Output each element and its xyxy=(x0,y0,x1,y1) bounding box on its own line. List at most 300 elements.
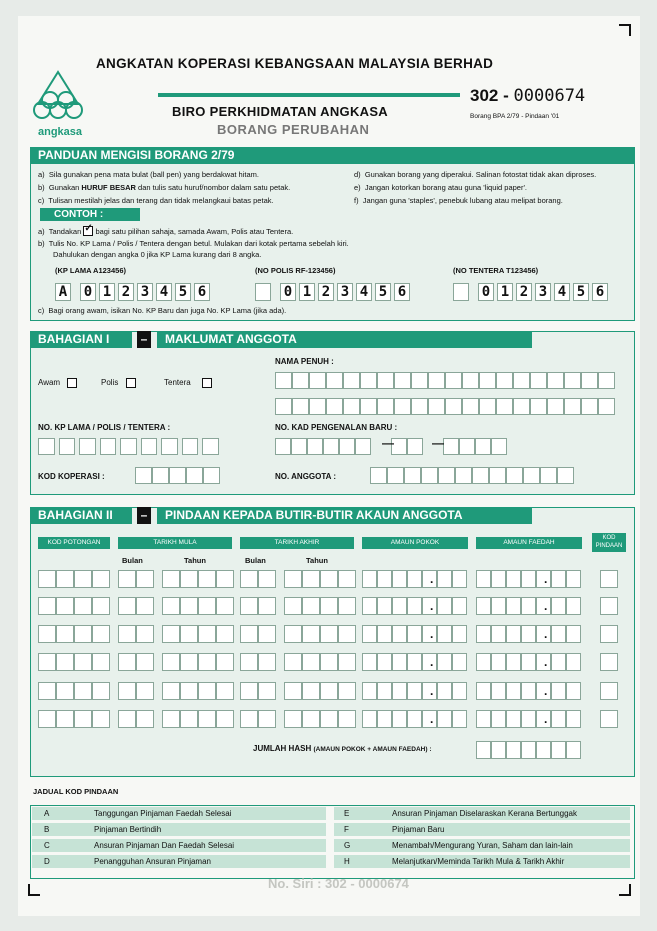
no-anggota-char-box[interactable] xyxy=(404,467,421,484)
amendment-cell-box[interactable] xyxy=(92,710,110,728)
section2-title-bar xyxy=(157,507,532,524)
amendment-cell-box[interactable] xyxy=(118,570,136,588)
amendment-cell-box[interactable] xyxy=(162,682,180,700)
amendment-cell-box[interactable] xyxy=(362,625,377,643)
amendment-cell-box[interactable] xyxy=(162,653,180,671)
amendment-cell-box[interactable] xyxy=(338,625,356,643)
amendment-cell-box[interactable] xyxy=(240,682,258,700)
amendment-cell-box[interactable] xyxy=(240,625,258,643)
amendment-cell-box[interactable] xyxy=(240,597,258,615)
amendment-cell-box[interactable] xyxy=(56,625,74,643)
nama-char-box[interactable] xyxy=(564,372,581,389)
amendment-cell-box[interactable] xyxy=(56,597,74,615)
amendment-cell-box[interactable] xyxy=(506,682,521,700)
amendment-cell-box[interactable] xyxy=(551,682,566,700)
kp-lama-char-box[interactable] xyxy=(59,438,76,455)
kp-lama-char-box[interactable] xyxy=(100,438,117,455)
legend-code-row: G Menambah/Mengurang Yuran, Saham dan lain-lain xyxy=(334,839,630,852)
nama-char-box[interactable] xyxy=(547,398,564,415)
amendment-cell-box[interactable] xyxy=(74,597,92,615)
guide-left-b: b) Gunakan HURUF BESAR dan tulis satu huruf/nombor dalam satu petak. xyxy=(38,183,291,192)
amendment-cell-box[interactable] xyxy=(180,597,198,615)
kod-koperasi-char-box[interactable] xyxy=(169,467,186,484)
amendment-cell-box[interactable] xyxy=(407,597,422,615)
tentera-checkbox[interactable] xyxy=(202,378,212,388)
amendment-cell-box[interactable] xyxy=(600,710,618,728)
decimal-point: . xyxy=(430,599,434,613)
nama-char-box[interactable] xyxy=(394,398,411,415)
amendment-cell-box[interactable] xyxy=(506,570,521,588)
amendment-cell-box[interactable] xyxy=(506,653,521,671)
logo-text: angkasa xyxy=(38,126,83,138)
amendment-cell-box[interactable] xyxy=(302,682,320,700)
amendment-cell-box[interactable] xyxy=(92,653,110,671)
amendment-cell-box[interactable] xyxy=(180,710,198,728)
amendment-cell-box[interactable] xyxy=(180,625,198,643)
amendment-cell-box[interactable] xyxy=(180,682,198,700)
guide-right-e: e) Jangan kotorkan borang atau guna 'liquid paper'. xyxy=(354,183,527,192)
amendment-cell-box[interactable] xyxy=(38,570,56,588)
amendment-cell-box[interactable] xyxy=(600,682,618,700)
amendment-cell-box[interactable] xyxy=(491,597,506,615)
amendment-cell-box[interactable] xyxy=(198,682,216,700)
nama-char-box[interactable] xyxy=(581,398,598,415)
amendment-cell-box[interactable] xyxy=(377,710,392,728)
amendment-cell-box[interactable] xyxy=(377,653,392,671)
amendment-cell-box[interactable] xyxy=(284,653,302,671)
no-anggota-char-box[interactable] xyxy=(523,467,540,484)
kp-baru-dash-1: — xyxy=(382,436,394,450)
amendment-cell-box[interactable] xyxy=(566,570,581,588)
kp-lama-char-box[interactable] xyxy=(202,438,219,455)
amendment-cell-box[interactable] xyxy=(74,710,92,728)
nama-char-box[interactable] xyxy=(598,372,615,389)
nama-char-box[interactable] xyxy=(462,398,479,415)
amendment-cell-box[interactable] xyxy=(338,710,356,728)
amendment-cell-box[interactable] xyxy=(476,710,491,728)
amendment-cell-box[interactable] xyxy=(362,570,377,588)
amendment-cell-box[interactable] xyxy=(198,597,216,615)
kp-baru-char-box[interactable] xyxy=(459,438,475,455)
nama-char-box[interactable] xyxy=(462,372,479,389)
nama-char-box[interactable] xyxy=(428,398,445,415)
amendment-cell-box[interactable] xyxy=(258,570,276,588)
form-reference: Borang BPA 2/79 - Pindaan '01 xyxy=(470,113,560,120)
nama-char-box[interactable] xyxy=(309,372,326,389)
kp-lama-char-box[interactable] xyxy=(182,438,199,455)
amendment-cell-box[interactable] xyxy=(566,682,581,700)
decimal-point: . xyxy=(430,684,434,698)
amendment-cell-box[interactable] xyxy=(407,682,422,700)
nama-penuh-label: NAMA PENUH : xyxy=(275,357,334,366)
amendment-cell-box[interactable] xyxy=(506,710,521,728)
amendment-cell-box[interactable] xyxy=(452,625,467,643)
nama-char-box[interactable] xyxy=(496,398,513,415)
amendment-cell-box[interactable] xyxy=(392,710,407,728)
amendment-cell-box[interactable] xyxy=(362,682,377,700)
amendment-cell-box[interactable] xyxy=(284,625,302,643)
kod-koperasi-char-box[interactable] xyxy=(152,467,169,484)
amendment-cell-box[interactable] xyxy=(476,597,491,615)
amendment-cell-box[interactable] xyxy=(162,710,180,728)
amendment-cell-box[interactable] xyxy=(198,653,216,671)
amendment-cell-box[interactable] xyxy=(407,710,422,728)
example-digit-box: 1 xyxy=(497,283,513,301)
angkasa-logo-icon xyxy=(32,70,84,122)
amendment-cell-box[interactable] xyxy=(216,710,234,728)
no-anggota-char-box[interactable] xyxy=(387,467,404,484)
amendment-cell-box[interactable] xyxy=(392,682,407,700)
amendment-cell-box[interactable] xyxy=(437,682,452,700)
amendment-cell-box[interactable] xyxy=(338,597,356,615)
example-digit-box: 6 xyxy=(592,283,608,301)
kod-koperasi-char-box[interactable] xyxy=(135,467,152,484)
amendment-cell-box[interactable] xyxy=(180,570,198,588)
amendment-cell-box[interactable] xyxy=(258,710,276,728)
no-anggota-char-box[interactable] xyxy=(370,467,387,484)
section1-label-bar xyxy=(30,331,132,348)
org-title: ANGKATAN KOPERASI KEBANGSAAN MALAYSIA BERHAD xyxy=(96,56,494,71)
amendment-cell-box[interactable] xyxy=(38,597,56,615)
jumlah-hash-char-box[interactable] xyxy=(521,741,536,759)
example-digit-box: 3 xyxy=(535,283,551,301)
amendment-cell-box[interactable] xyxy=(491,710,506,728)
jumlah-hash-char-box[interactable] xyxy=(476,741,491,759)
nama-char-box[interactable] xyxy=(275,372,292,389)
example-digit-box: 2 xyxy=(318,283,334,301)
amendment-cell-box[interactable] xyxy=(437,597,452,615)
amendment-cell-box[interactable] xyxy=(56,570,74,588)
amendment-cell-box[interactable] xyxy=(521,682,536,700)
amendment-cell-box[interactable] xyxy=(600,625,618,643)
amendment-cell-box[interactable] xyxy=(437,710,452,728)
amendment-cell-box[interactable] xyxy=(38,653,56,671)
nama-char-box[interactable] xyxy=(309,398,326,415)
amendment-cell-box[interactable] xyxy=(338,653,356,671)
amendment-cell-box[interactable] xyxy=(320,710,338,728)
amendment-cell-box[interactable] xyxy=(74,625,92,643)
amendment-cell-box[interactable] xyxy=(437,653,452,671)
amendment-cell-box[interactable] xyxy=(74,570,92,588)
amendment-cell-box[interactable] xyxy=(392,625,407,643)
amendment-cell-box[interactable] xyxy=(566,597,581,615)
amendment-cell-box[interactable] xyxy=(506,597,521,615)
kp-baru-char-box[interactable] xyxy=(307,438,323,455)
amendment-cell-box[interactable] xyxy=(74,653,92,671)
nama-char-box[interactable] xyxy=(598,398,615,415)
nama-char-box[interactable] xyxy=(411,372,428,389)
amendment-cell-box[interactable] xyxy=(258,653,276,671)
no-anggota-char-box[interactable] xyxy=(557,467,574,484)
amendment-cell-box[interactable] xyxy=(92,597,110,615)
amendment-cell-box[interactable] xyxy=(258,682,276,700)
example-digit-box: 5 xyxy=(573,283,589,301)
amendment-cell-box[interactable] xyxy=(198,710,216,728)
amendment-cell-box[interactable] xyxy=(476,570,491,588)
nama-char-box[interactable] xyxy=(428,372,445,389)
amendment-cell-box[interactable] xyxy=(452,653,467,671)
amendment-cell-box[interactable] xyxy=(284,597,302,615)
amendment-cell-box[interactable] xyxy=(38,710,56,728)
amendment-cell-box[interactable] xyxy=(392,597,407,615)
amendment-cell-box[interactable] xyxy=(302,653,320,671)
amendment-cell-box[interactable] xyxy=(491,682,506,700)
amendment-cell-box[interactable] xyxy=(320,682,338,700)
amendment-cell-box[interactable] xyxy=(136,682,154,700)
decimal-point: . xyxy=(430,627,434,641)
no-anggota-char-box[interactable] xyxy=(489,467,506,484)
amendment-cell-box[interactable] xyxy=(38,682,56,700)
nama-char-box[interactable] xyxy=(377,398,394,415)
example-digit-box: 5 xyxy=(175,283,191,301)
amendment-cell-box[interactable] xyxy=(521,625,536,643)
amendment-cell-box[interactable] xyxy=(92,625,110,643)
no-anggota-char-box[interactable] xyxy=(455,467,472,484)
kp-baru-char-box[interactable] xyxy=(355,438,371,455)
example-kp-label: (KP LAMA A123456) xyxy=(55,266,126,275)
amendment-cell-box[interactable] xyxy=(476,653,491,671)
amendment-cell-box[interactable] xyxy=(136,653,154,671)
amendment-cell-box[interactable] xyxy=(377,570,392,588)
nama-char-box[interactable] xyxy=(275,398,292,415)
nama-char-box[interactable] xyxy=(513,372,530,389)
amendment-cell-box[interactable] xyxy=(452,710,467,728)
amendment-cell-box[interactable] xyxy=(392,653,407,671)
kp-baru-char-box[interactable] xyxy=(275,438,291,455)
amendment-cell-box[interactable] xyxy=(551,597,566,615)
amendment-cell-box[interactable] xyxy=(240,570,258,588)
nama-char-box[interactable] xyxy=(479,398,496,415)
amendment-cell-box[interactable] xyxy=(118,625,136,643)
nama-char-box[interactable] xyxy=(326,372,343,389)
no-anggota-char-box[interactable] xyxy=(540,467,557,484)
amendment-cell-box[interactable] xyxy=(506,625,521,643)
amendment-cell-box[interactable] xyxy=(600,653,618,671)
nama-char-box[interactable] xyxy=(530,398,547,415)
amendment-cell-box[interactable] xyxy=(284,682,302,700)
nama-char-box[interactable] xyxy=(360,398,377,415)
amendment-cell-box[interactable] xyxy=(566,653,581,671)
amendment-cell-box[interactable] xyxy=(56,710,74,728)
nama-char-box[interactable] xyxy=(445,398,462,415)
amendment-cell-box[interactable] xyxy=(407,625,422,643)
amendment-cell-box[interactable] xyxy=(362,597,377,615)
nama-char-box[interactable] xyxy=(547,372,564,389)
amendment-cell-box[interactable] xyxy=(216,682,234,700)
amendment-cell-box[interactable] xyxy=(320,597,338,615)
amendment-cell-box[interactable] xyxy=(551,570,566,588)
amendment-cell-box[interactable] xyxy=(452,597,467,615)
amendment-cell-box[interactable] xyxy=(162,597,180,615)
kp-baru-char-box[interactable] xyxy=(491,438,507,455)
amendment-cell-box[interactable] xyxy=(437,625,452,643)
kp-baru-char-box[interactable] xyxy=(323,438,339,455)
legend-title: JADUAL KOD PINDAAN xyxy=(33,787,119,796)
example-digit-box: 0 xyxy=(80,283,96,301)
jumlah-hash-char-box[interactable] xyxy=(566,741,581,759)
nama-char-box[interactable] xyxy=(292,372,309,389)
amendment-cell-box[interactable] xyxy=(362,710,377,728)
example-tentera-label: (NO TENTERA T123456) xyxy=(453,266,539,275)
example-b: b) Tulis No. KP Lama / Polis / Tentera dengan betul. Mulakan dari kotak pertama sebelah kiri. xyxy=(38,239,349,248)
kp-lama-char-box[interactable] xyxy=(120,438,137,455)
jumlah-hash-char-box[interactable] xyxy=(551,741,566,759)
amendment-cell-box[interactable] xyxy=(476,682,491,700)
decimal-point: . xyxy=(544,712,548,726)
amendment-cell-box[interactable] xyxy=(118,597,136,615)
nama-char-box[interactable] xyxy=(513,398,530,415)
amendment-cell-box[interactable] xyxy=(521,653,536,671)
amendment-cell-box[interactable] xyxy=(284,570,302,588)
kod-koperasi-char-box[interactable] xyxy=(186,467,203,484)
jumlah-hash-char-box[interactable] xyxy=(536,741,551,759)
kp-baru-char-box[interactable] xyxy=(339,438,355,455)
amendment-cell-box[interactable] xyxy=(476,625,491,643)
amendment-cell-box[interactable] xyxy=(180,653,198,671)
amendment-cell-box[interactable] xyxy=(38,625,56,643)
form-title: BORANG PERUBAHAN xyxy=(217,122,370,137)
kp-baru-char-box[interactable] xyxy=(407,438,423,455)
amendment-cell-box[interactable] xyxy=(600,570,618,588)
kp-lama-char-box[interactable] xyxy=(38,438,55,455)
jumlah-hash-char-box[interactable] xyxy=(491,741,506,759)
amendment-cell-box[interactable] xyxy=(216,653,234,671)
amendment-cell-box[interactable] xyxy=(491,570,506,588)
example-digit-box: 4 xyxy=(356,283,372,301)
amendment-cell-box[interactable] xyxy=(338,682,356,700)
amendment-cell-box[interactable] xyxy=(162,625,180,643)
nama-char-box[interactable] xyxy=(343,372,360,389)
amendment-cell-box[interactable] xyxy=(74,682,92,700)
example-digit-box: 5 xyxy=(375,283,391,301)
nama-char-box[interactable] xyxy=(394,372,411,389)
amendment-cell-box[interactable] xyxy=(452,682,467,700)
jumlah-hash-char-box[interactable] xyxy=(506,741,521,759)
nama-char-box[interactable] xyxy=(445,372,462,389)
kp-baru-char-box[interactable] xyxy=(475,438,491,455)
amendment-cell-box[interactable] xyxy=(491,625,506,643)
section1-label: BAHAGIAN I xyxy=(38,332,110,346)
kp-baru-label: NO. KAD PENGENALAN BARU : xyxy=(275,423,398,432)
amendment-cell-box[interactable] xyxy=(216,570,234,588)
amendment-cell-box[interactable] xyxy=(198,625,216,643)
nama-char-box[interactable] xyxy=(530,372,547,389)
amendment-cell-box[interactable] xyxy=(302,597,320,615)
col-tarikh-mula: TARIKH MULA xyxy=(118,537,232,549)
amendment-cell-box[interactable] xyxy=(320,570,338,588)
amendment-cell-box[interactable] xyxy=(240,653,258,671)
kp-baru-char-box[interactable] xyxy=(291,438,307,455)
amendment-cell-box[interactable] xyxy=(362,653,377,671)
amendment-cell-box[interactable] xyxy=(551,653,566,671)
amendment-cell-box[interactable] xyxy=(521,570,536,588)
crop-mark-bottom-left xyxy=(28,884,40,896)
amendment-cell-box[interactable] xyxy=(302,570,320,588)
guide-title-bar xyxy=(30,147,634,164)
amendment-cell-box[interactable] xyxy=(118,682,136,700)
no-anggota-char-box[interactable] xyxy=(421,467,438,484)
amendment-cell-box[interactable] xyxy=(452,570,467,588)
amendment-cell-box[interactable] xyxy=(551,625,566,643)
nama-char-box[interactable] xyxy=(564,398,581,415)
nama-char-box[interactable] xyxy=(343,398,360,415)
amendment-cell-box[interactable] xyxy=(136,625,154,643)
awam-checkbox[interactable] xyxy=(67,378,77,388)
amendment-cell-box[interactable] xyxy=(338,570,356,588)
example-digit-box: 0 xyxy=(280,283,296,301)
no-anggota-char-box[interactable] xyxy=(438,467,455,484)
kp-lama-char-box[interactable] xyxy=(79,438,96,455)
amendment-cell-box[interactable] xyxy=(240,710,258,728)
amendment-cell-box[interactable] xyxy=(302,625,320,643)
amendment-cell-box[interactable] xyxy=(56,653,74,671)
amendment-cell-box[interactable] xyxy=(284,710,302,728)
nama-char-box[interactable] xyxy=(292,398,309,415)
amendment-cell-box[interactable] xyxy=(377,597,392,615)
amendment-cell-box[interactable] xyxy=(162,570,180,588)
no-anggota-char-box[interactable] xyxy=(472,467,489,484)
amendment-cell-box[interactable] xyxy=(198,570,216,588)
amendment-cell-box[interactable] xyxy=(216,625,234,643)
nama-char-box[interactable] xyxy=(377,372,394,389)
nama-char-box[interactable] xyxy=(479,372,496,389)
amendment-cell-box[interactable] xyxy=(521,597,536,615)
amendment-cell-box[interactable] xyxy=(258,625,276,643)
amendment-cell-box[interactable] xyxy=(136,570,154,588)
amendment-cell-box[interactable] xyxy=(407,653,422,671)
amendment-cell-box[interactable] xyxy=(92,570,110,588)
amendment-cell-box[interactable] xyxy=(377,682,392,700)
amendment-cell-box[interactable] xyxy=(566,710,581,728)
amendment-cell-box[interactable] xyxy=(302,710,320,728)
amendment-cell-box[interactable] xyxy=(491,653,506,671)
nama-char-box[interactable] xyxy=(360,372,377,389)
amendment-cell-box[interactable] xyxy=(600,597,618,615)
amendment-cell-box[interactable] xyxy=(136,597,154,615)
serial-number xyxy=(470,86,585,106)
no-anggota-char-box[interactable] xyxy=(506,467,523,484)
amendment-cell-box[interactable] xyxy=(118,710,136,728)
amendment-cell-box[interactable] xyxy=(136,710,154,728)
amendment-cell-box[interactable] xyxy=(56,682,74,700)
amendment-cell-box[interactable] xyxy=(258,597,276,615)
section1-title: MAKLUMAT ANGGOTA xyxy=(165,332,297,346)
example-digit-box: 4 xyxy=(554,283,570,301)
kod-koperasi-char-box[interactable] xyxy=(203,467,220,484)
amendment-cell-box[interactable] xyxy=(92,682,110,700)
amendment-cell-box[interactable] xyxy=(392,570,407,588)
nama-char-box[interactable] xyxy=(496,372,513,389)
nama-char-box[interactable] xyxy=(411,398,428,415)
amendment-cell-box[interactable] xyxy=(551,710,566,728)
amendment-cell-box[interactable] xyxy=(118,653,136,671)
tentera-label: Tentera xyxy=(164,378,191,387)
amendment-cell-box[interactable] xyxy=(377,625,392,643)
kp-baru-char-box[interactable] xyxy=(443,438,459,455)
amendment-cell-box[interactable] xyxy=(521,710,536,728)
amendment-cell-box[interactable] xyxy=(320,625,338,643)
amendment-cell-box[interactable] xyxy=(566,625,581,643)
amendment-cell-box[interactable] xyxy=(320,653,338,671)
kp-lama-char-box[interactable] xyxy=(141,438,158,455)
amendment-cell-box[interactable] xyxy=(216,597,234,615)
amendment-cell-box[interactable] xyxy=(407,570,422,588)
nama-char-box[interactable] xyxy=(326,398,343,415)
amendment-cell-box[interactable] xyxy=(437,570,452,588)
polis-checkbox[interactable] xyxy=(126,378,136,388)
nama-char-box[interactable] xyxy=(581,372,598,389)
kp-lama-char-box[interactable] xyxy=(161,438,178,455)
